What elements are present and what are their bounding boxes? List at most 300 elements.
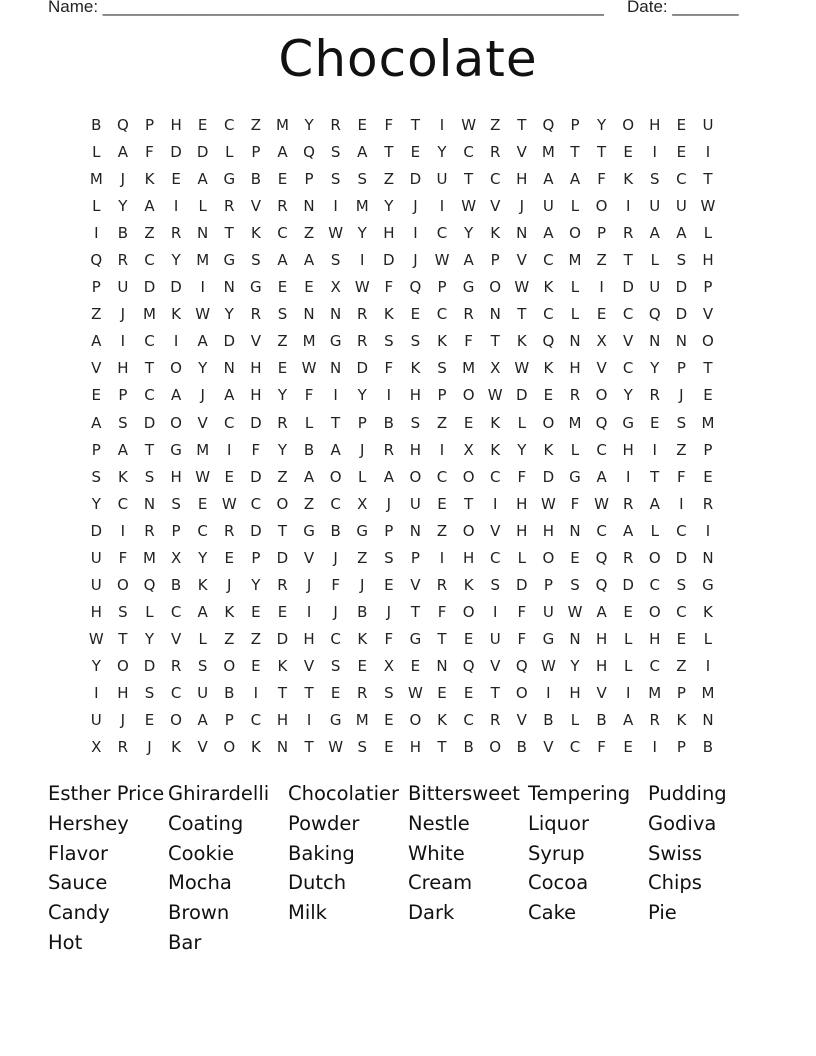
grid-letter[interactable]: S: [330, 143, 341, 162]
grid-letter[interactable]: F: [145, 143, 154, 162]
grid-letter[interactable]: Y: [570, 656, 580, 675]
grid-letter[interactable]: H: [409, 386, 422, 405]
grid-letter[interactable]: T: [623, 251, 633, 270]
grid-letter[interactable]: C: [543, 305, 554, 324]
grid-letter[interactable]: F: [384, 359, 394, 378]
grid-letter[interactable]: U: [489, 629, 501, 648]
grid-letter[interactable]: T: [464, 170, 474, 189]
grid-letter[interactable]: P: [437, 278, 447, 297]
grid-letter[interactable]: M: [275, 116, 289, 134]
grid-letter[interactable]: V: [250, 332, 261, 351]
grid-letter[interactable]: H: [170, 467, 182, 486]
grid-letter[interactable]: F: [251, 440, 261, 459]
grid-letter[interactable]: R: [702, 494, 714, 513]
grid-letter[interactable]: J: [306, 575, 312, 594]
grid-letter[interactable]: B: [170, 575, 182, 594]
grid-letter[interactable]: Q: [143, 575, 156, 594]
grid-letter[interactable]: Z: [250, 629, 261, 648]
grid-letter[interactable]: V: [596, 683, 607, 702]
grid-letter[interactable]: I: [413, 224, 418, 243]
grid-letter[interactable]: Y: [277, 440, 288, 459]
grid-letter[interactable]: C: [489, 170, 501, 189]
grid-letter[interactable]: P: [304, 170, 314, 189]
grid-letter[interactable]: A: [463, 251, 474, 270]
grid-letter[interactable]: P: [676, 738, 686, 757]
grid-letter[interactable]: Z: [676, 656, 687, 675]
grid-letter[interactable]: H: [622, 440, 634, 459]
grid-letter[interactable]: D: [196, 143, 209, 162]
grid-letter[interactable]: C: [649, 575, 660, 594]
grid-letter[interactable]: A: [170, 386, 182, 405]
grid-letter[interactable]: C: [569, 738, 581, 757]
grid-letter[interactable]: T: [596, 143, 607, 162]
grid-letter[interactable]: T: [650, 467, 660, 486]
grid-letter[interactable]: H: [516, 494, 528, 513]
grid-letter[interactable]: V: [410, 575, 421, 594]
grid-letter[interactable]: A: [197, 170, 208, 189]
grid-letter[interactable]: G: [409, 629, 422, 648]
grid-letter[interactable]: V: [250, 197, 261, 216]
grid-letter[interactable]: I: [253, 683, 259, 702]
grid-letter[interactable]: P: [543, 575, 553, 594]
grid-letter[interactable]: A: [303, 467, 315, 486]
grid-letter[interactable]: S: [330, 656, 341, 675]
grid-letter[interactable]: C: [596, 521, 607, 540]
grid-letter[interactable]: I: [599, 278, 604, 297]
grid-letter[interactable]: L: [570, 711, 580, 730]
grid-letter[interactable]: P: [570, 116, 580, 134]
grid-letter[interactable]: K: [543, 359, 554, 378]
grid-letter[interactable]: W: [88, 629, 104, 648]
grid-letter[interactable]: O: [489, 278, 502, 297]
grid-letter[interactable]: V: [516, 711, 527, 730]
grid-letter[interactable]: Y: [224, 305, 234, 324]
grid-letter[interactable]: K: [543, 440, 554, 459]
grid-letter[interactable]: X: [357, 494, 368, 513]
grid-letter[interactable]: C: [436, 467, 448, 486]
grid-letter[interactable]: D: [622, 575, 634, 594]
grid-letter[interactable]: T: [703, 359, 713, 378]
grid-letter[interactable]: W: [514, 359, 530, 378]
grid-letter[interactable]: C: [170, 602, 182, 621]
grid-letter[interactable]: I: [625, 683, 631, 702]
grid-letter[interactable]: O: [276, 494, 289, 513]
grid-letter[interactable]: Q: [542, 332, 555, 351]
grid-letter[interactable]: L: [517, 413, 526, 432]
grid-letter[interactable]: Z: [383, 170, 394, 189]
grid-letter[interactable]: F: [331, 575, 340, 594]
grid-letter[interactable]: P: [703, 440, 713, 459]
grid-letter[interactable]: O: [648, 548, 661, 567]
grid-letter[interactable]: U: [675, 197, 687, 216]
grid-letter[interactable]: J: [679, 386, 684, 405]
grid-letter[interactable]: K: [117, 467, 128, 486]
grid-letter[interactable]: R: [622, 224, 634, 243]
grid-letter[interactable]: R: [277, 413, 288, 432]
grid-letter[interactable]: W: [461, 116, 477, 134]
grid-letter[interactable]: A: [543, 224, 554, 243]
grid-letter[interactable]: R: [383, 440, 395, 459]
grid-letter[interactable]: X: [330, 278, 341, 297]
grid-letter[interactable]: O: [409, 467, 422, 486]
grid-letter[interactable]: F: [384, 116, 394, 134]
grid-letter[interactable]: T: [384, 143, 394, 162]
grid-letter[interactable]: A: [277, 251, 288, 270]
grid-letter[interactable]: T: [410, 116, 420, 134]
grid-letter[interactable]: U: [542, 197, 554, 216]
grid-letter[interactable]: J: [120, 305, 126, 324]
grid-letter[interactable]: G: [250, 278, 262, 297]
grid-letter[interactable]: C: [676, 602, 687, 621]
grid-letter[interactable]: A: [596, 602, 607, 621]
grid-letter[interactable]: H: [250, 386, 262, 405]
grid-letter[interactable]: H: [595, 656, 608, 675]
grid-letter[interactable]: I: [439, 440, 445, 459]
grid-letter[interactable]: G: [223, 251, 236, 270]
grid-letter[interactable]: A: [277, 143, 288, 162]
grid-letter[interactable]: I: [200, 278, 205, 297]
grid-letter[interactable]: F: [517, 629, 527, 648]
grid-letter[interactable]: N: [489, 305, 501, 324]
grid-letter[interactable]: O: [462, 467, 475, 486]
grid-letter[interactable]: Q: [595, 575, 608, 594]
grid-letter[interactable]: Z: [303, 494, 315, 513]
grid-letter[interactable]: P: [437, 386, 447, 405]
grid-letter[interactable]: E: [676, 143, 687, 162]
grid-letter[interactable]: K: [410, 359, 421, 378]
grid-letter[interactable]: Y: [464, 224, 474, 243]
grid-letter[interactable]: J: [413, 251, 418, 270]
grid-letter[interactable]: H: [117, 683, 129, 702]
grid-letter[interactable]: H: [409, 738, 422, 757]
grid-letter[interactable]: D: [542, 467, 555, 486]
grid-letter[interactable]: D: [170, 143, 182, 162]
grid-letter[interactable]: V: [303, 548, 315, 567]
grid-letter[interactable]: E: [543, 386, 554, 405]
grid-letter[interactable]: F: [677, 467, 686, 486]
grid-letter[interactable]: V: [543, 738, 554, 757]
grid-letter[interactable]: M: [701, 413, 715, 432]
grid-letter[interactable]: L: [703, 629, 713, 648]
grid-letter[interactable]: E: [277, 602, 288, 621]
grid-letter[interactable]: D: [356, 359, 369, 378]
grid-letter[interactable]: R: [117, 251, 129, 270]
grid-letter[interactable]: C: [649, 656, 660, 675]
grid-letter[interactable]: K: [543, 278, 554, 297]
grid-letter[interactable]: W: [328, 224, 344, 243]
grid-letter[interactable]: L: [517, 548, 526, 567]
grid-letter[interactable]: K: [703, 602, 713, 621]
grid-letter[interactable]: C: [543, 251, 554, 270]
grid-letter[interactable]: B: [702, 738, 714, 757]
grid-letter[interactable]: U: [436, 170, 448, 189]
grid-letter[interactable]: C: [489, 548, 501, 567]
grid-letter[interactable]: I: [227, 440, 232, 459]
grid-letter[interactable]: O: [489, 738, 502, 757]
grid-letter[interactable]: W: [594, 494, 609, 513]
grid-letter[interactable]: S: [650, 170, 660, 189]
grid-letter[interactable]: B: [250, 170, 261, 189]
grid-letter[interactable]: Q: [303, 143, 315, 162]
grid-letter[interactable]: S: [384, 683, 394, 702]
grid-letter[interactable]: L: [703, 224, 713, 243]
grid-letter[interactable]: X: [490, 359, 501, 378]
grid-letter[interactable]: E: [703, 386, 713, 405]
grid-letter[interactable]: V: [490, 521, 501, 540]
grid-letter[interactable]: W: [461, 197, 477, 216]
grid-letter[interactable]: W: [195, 467, 211, 486]
grid-letter[interactable]: I: [652, 738, 657, 757]
grid-letter[interactable]: C: [250, 494, 262, 513]
grid-letter[interactable]: Y: [91, 494, 101, 513]
grid-letter[interactable]: E: [171, 170, 181, 189]
grid-letter[interactable]: B: [357, 602, 368, 621]
grid-letter[interactable]: V: [702, 305, 714, 324]
grid-letter[interactable]: S: [118, 602, 128, 621]
grid-letter[interactable]: W: [567, 602, 583, 621]
grid-letter[interactable]: R: [357, 332, 368, 351]
grid-letter[interactable]: K: [357, 629, 368, 648]
grid-letter[interactable]: O: [595, 386, 608, 405]
grid-letter[interactable]: K: [250, 224, 261, 243]
grid-letter[interactable]: U: [702, 116, 714, 134]
grid-letter[interactable]: M: [541, 143, 555, 162]
grid-letter[interactable]: P: [384, 521, 394, 540]
grid-letter[interactable]: C: [489, 467, 501, 486]
grid-letter[interactable]: Y: [437, 143, 447, 162]
grid-letter[interactable]: K: [197, 575, 208, 594]
grid-letter[interactable]: L: [623, 629, 633, 648]
grid-letter[interactable]: I: [652, 440, 657, 459]
grid-letter[interactable]: N: [303, 305, 315, 324]
grid-letter[interactable]: G: [170, 440, 182, 459]
grid-letter[interactable]: F: [118, 548, 128, 567]
grid-letter[interactable]: O: [462, 386, 475, 405]
grid-letter[interactable]: K: [171, 738, 181, 757]
grid-letter[interactable]: O: [595, 197, 608, 216]
grid-letter[interactable]: I: [306, 602, 312, 621]
grid-letter[interactable]: B: [330, 521, 341, 540]
grid-letter[interactable]: Z: [91, 305, 102, 324]
grid-letter[interactable]: I: [705, 521, 711, 540]
grid-letter[interactable]: H: [90, 602, 102, 621]
grid-letter[interactable]: C: [622, 305, 634, 324]
grid-letter[interactable]: B: [224, 683, 235, 702]
grid-letter[interactable]: D: [223, 332, 236, 351]
grid-letter[interactable]: B: [303, 440, 315, 459]
grid-letter[interactable]: F: [384, 629, 394, 648]
grid-letter[interactable]: A: [197, 602, 208, 621]
grid-letter[interactable]: T: [490, 683, 500, 702]
grid-letter[interactable]: Y: [517, 440, 527, 459]
grid-letter[interactable]: A: [91, 332, 102, 351]
grid-letter[interactable]: K: [277, 656, 288, 675]
grid-letter[interactable]: D: [143, 278, 156, 297]
grid-letter[interactable]: P: [224, 711, 234, 730]
grid-letter[interactable]: C: [277, 224, 288, 243]
grid-letter[interactable]: S: [410, 332, 421, 351]
grid-letter[interactable]: O: [648, 602, 661, 621]
grid-letter[interactable]: D: [250, 521, 262, 540]
grid-letter[interactable]: O: [116, 656, 129, 675]
grid-letter[interactable]: L: [650, 251, 659, 270]
grid-letter[interactable]: Y: [198, 548, 208, 567]
grid-letter[interactable]: D: [143, 413, 156, 432]
grid-letter[interactable]: T: [277, 521, 288, 540]
grid-letter[interactable]: A: [623, 711, 634, 730]
grid-letter[interactable]: A: [91, 413, 102, 432]
grid-letter[interactable]: O: [462, 521, 475, 540]
grid-letter[interactable]: Y: [91, 656, 101, 675]
grid-letter[interactable]: E: [463, 629, 474, 648]
grid-letter[interactable]: Y: [144, 629, 155, 648]
grid-letter[interactable]: D: [143, 656, 156, 675]
grid-letter[interactable]: J: [227, 575, 232, 594]
grid-letter[interactable]: R: [170, 224, 182, 243]
grid-letter[interactable]: S: [171, 494, 181, 513]
grid-letter[interactable]: D: [90, 521, 103, 540]
grid-letter[interactable]: W: [540, 656, 556, 675]
grid-letter[interactable]: F: [597, 738, 606, 757]
grid-letter[interactable]: E: [384, 711, 394, 730]
grid-letter[interactable]: S: [410, 413, 421, 432]
grid-letter[interactable]: J: [360, 440, 365, 459]
grid-letter[interactable]: V: [170, 629, 182, 648]
grid-letter[interactable]: R: [489, 143, 501, 162]
grid-letter[interactable]: K: [490, 413, 501, 432]
grid-letter[interactable]: H: [117, 359, 129, 378]
grid-letter[interactable]: T: [570, 143, 580, 162]
grid-letter[interactable]: T: [703, 170, 713, 189]
grid-letter[interactable]: A: [649, 224, 660, 243]
grid-letter[interactable]: A: [224, 386, 235, 405]
grid-letter[interactable]: P: [91, 440, 101, 459]
grid-letter[interactable]: G: [329, 711, 342, 730]
grid-letter[interactable]: G: [462, 278, 475, 297]
grid-letter[interactable]: P: [251, 143, 261, 162]
grid-letter[interactable]: Y: [596, 116, 607, 134]
grid-letter[interactable]: I: [120, 521, 126, 540]
grid-letter[interactable]: V: [623, 332, 634, 351]
grid-letter[interactable]: Y: [650, 359, 660, 378]
grid-letter[interactable]: O: [622, 116, 635, 134]
grid-letter[interactable]: S: [197, 656, 208, 675]
grid-letter[interactable]: A: [330, 440, 341, 459]
grid-letter[interactable]: A: [569, 170, 581, 189]
grid-letter[interactable]: B: [463, 738, 474, 757]
grid-letter[interactable]: L: [92, 197, 101, 216]
grid-letter[interactable]: Z: [357, 548, 368, 567]
grid-letter[interactable]: J: [200, 386, 205, 405]
grid-letter[interactable]: R: [250, 305, 262, 324]
grid-letter[interactable]: C: [144, 386, 155, 405]
grid-letter[interactable]: N: [569, 629, 581, 648]
grid-letter[interactable]: Z: [676, 440, 687, 459]
grid-letter[interactable]: C: [436, 305, 448, 324]
grid-letter[interactable]: W: [301, 359, 317, 378]
grid-letter[interactable]: W: [195, 305, 211, 324]
grid-letter[interactable]: I: [94, 683, 99, 702]
grid-letter[interactable]: S: [330, 251, 341, 270]
grid-letter[interactable]: L: [570, 197, 580, 216]
grid-letter[interactable]: Q: [595, 413, 608, 432]
grid-letter[interactable]: N: [649, 332, 661, 351]
grid-letter[interactable]: H: [649, 116, 661, 134]
grid-letter[interactable]: G: [542, 629, 555, 648]
grid-letter[interactable]: T: [490, 332, 500, 351]
grid-letter[interactable]: C: [144, 251, 155, 270]
grid-letter[interactable]: O: [116, 575, 129, 594]
grid-letter[interactable]: Y: [357, 224, 367, 243]
grid-letter[interactable]: M: [648, 683, 662, 702]
grid-letter[interactable]: T: [437, 738, 447, 757]
grid-letter[interactable]: G: [356, 521, 369, 540]
grid-letter[interactable]: P: [676, 359, 686, 378]
grid-letter[interactable]: B: [596, 711, 607, 730]
grid-letter[interactable]: S: [251, 251, 261, 270]
grid-letter[interactable]: P: [676, 683, 686, 702]
grid-letter[interactable]: Z: [303, 224, 315, 243]
grid-letter[interactable]: R: [649, 386, 660, 405]
grid-letter[interactable]: N: [569, 521, 581, 540]
name-field[interactable]: Name: _____________________________________________________: [48, 0, 604, 16]
grid-letter[interactable]: T: [144, 440, 155, 459]
grid-letter[interactable]: Y: [171, 251, 181, 270]
grid-letter[interactable]: W: [434, 251, 450, 270]
grid-letter[interactable]: T: [331, 413, 341, 432]
grid-letter[interactable]: O: [462, 602, 475, 621]
grid-letter[interactable]: V: [197, 413, 208, 432]
grid-letter[interactable]: V: [303, 656, 315, 675]
grid-letter[interactable]: E: [703, 467, 713, 486]
grid-letter[interactable]: E: [330, 683, 341, 702]
grid-letter[interactable]: R: [117, 738, 129, 757]
grid-letter[interactable]: I: [439, 548, 445, 567]
grid-letter[interactable]: I: [306, 711, 312, 730]
grid-letter[interactable]: Y: [357, 386, 367, 405]
grid-letter[interactable]: I: [439, 197, 445, 216]
grid-letter[interactable]: T: [144, 359, 155, 378]
grid-letter[interactable]: V: [197, 738, 208, 757]
grid-letter[interactable]: E: [224, 467, 234, 486]
grid-letter[interactable]: M: [355, 197, 369, 216]
grid-letter[interactable]: K: [490, 224, 501, 243]
grid-letter[interactable]: C: [170, 683, 182, 702]
grid-letter[interactable]: R: [649, 711, 660, 730]
grid-letter[interactable]: S: [570, 575, 580, 594]
grid-letter[interactable]: O: [515, 683, 528, 702]
grid-letter[interactable]: D: [170, 278, 182, 297]
grid-letter[interactable]: D: [383, 251, 395, 270]
grid-letter[interactable]: O: [542, 413, 555, 432]
grid-letter[interactable]: J: [519, 197, 525, 216]
grid-letter[interactable]: I: [625, 197, 631, 216]
grid-letter[interactable]: H: [516, 521, 528, 540]
grid-letter[interactable]: I: [333, 386, 338, 405]
grid-letter[interactable]: R: [357, 305, 368, 324]
grid-letter[interactable]: Z: [490, 116, 501, 134]
grid-letter[interactable]: D: [675, 305, 688, 324]
grid-letter[interactable]: H: [250, 359, 262, 378]
grid-letter[interactable]: K: [383, 305, 394, 324]
grid-letter[interactable]: N: [330, 359, 342, 378]
grid-letter[interactable]: M: [568, 413, 582, 432]
grid-letter[interactable]: A: [676, 224, 687, 243]
grid-letter[interactable]: P: [251, 548, 261, 567]
grid-letter[interactable]: Y: [623, 386, 633, 405]
grid-letter[interactable]: O: [223, 656, 236, 675]
grid-letter[interactable]: U: [649, 278, 661, 297]
